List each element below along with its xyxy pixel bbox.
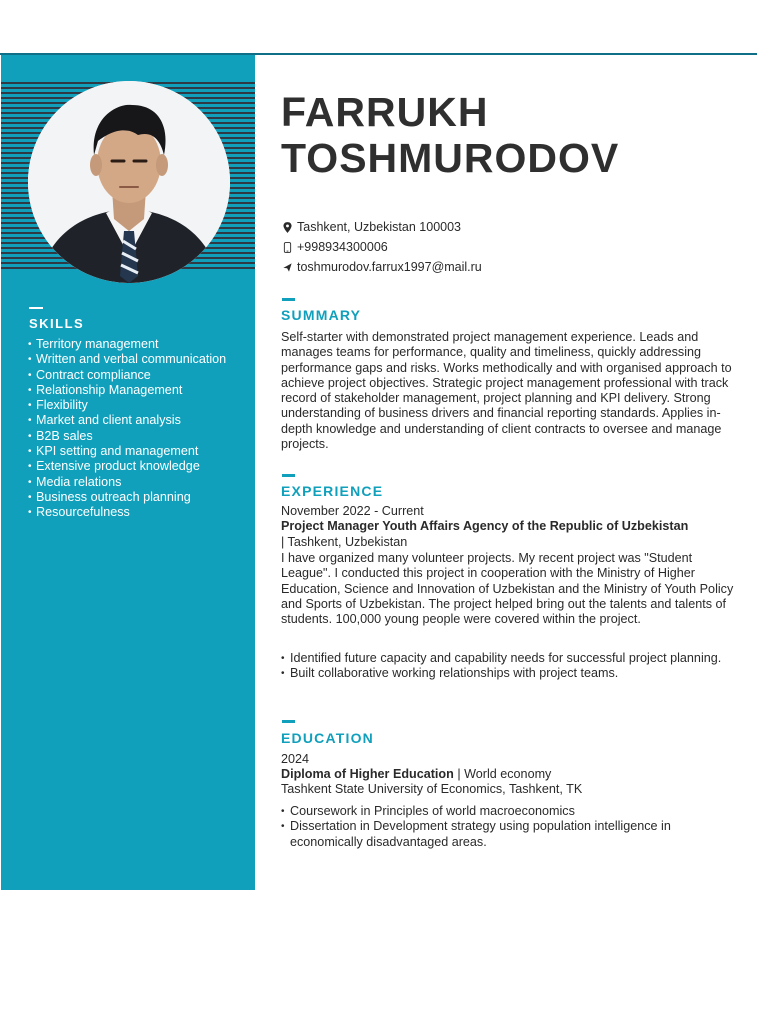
profile-photo: [28, 81, 230, 283]
education-year: 2024: [281, 752, 310, 766]
phone-text: +998934300006: [297, 240, 388, 254]
address-text: Tashkent, Uzbekistan 100003: [297, 220, 461, 234]
experience-title: Project Manager Youth Affairs Agency of the Republic of Uzbekistan: [281, 519, 689, 533]
contact-address: [283, 220, 461, 234]
list-item: • Built collaborative working relationships with project teams.: [281, 666, 741, 681]
first-name: FARRUKH: [281, 89, 489, 135]
experience-dates: November 2022 - Current: [281, 504, 424, 518]
education-bullets: [281, 804, 741, 850]
skill-item: • Market and client analysis: [28, 413, 246, 428]
skill-item: • KPI setting and management: [28, 444, 246, 459]
education-degree: Diploma of Higher Education: [281, 767, 454, 781]
experience-description: I have organized many volunteer projects. My recent project was "Student League". I conducted this project in cooperation with the Ministry of Higher Education, Science and Innovation of Uzbekistan and the Ministry of Youth Policy and Sports of Uzbekistan. The project helped bring out the talents and talents of students. 100,000 young people were covered within the project.: [281, 551, 734, 627]
summary-accent-dash: [282, 298, 295, 301]
skill-item: • Business outreach planning: [28, 490, 246, 505]
education-heading: EDUCATION: [281, 730, 374, 746]
skills-list: [28, 337, 246, 521]
map-pin-icon: [283, 222, 292, 233]
candidate-name: [281, 89, 619, 181]
contact-phone: [283, 240, 388, 254]
summary-text: Self-starter with demonstrated project management experience. Leads and manages teams for performance, quality and timeliness, quickly addressing performance gaps and risks. Works methodically and with organised approach to achieve project objectives. Strategic project management professional with track record of stakeholder management, project planning and KPI delivery. Strong understanding of business drivers and financial reporting standards. Applies in-depth knowledge and understanding of client contracts to oversee and manage projects.: [281, 330, 732, 452]
skills-accent-dash: [29, 307, 43, 309]
education-degree-line: [281, 767, 741, 782]
skill-item: • Relationship Management: [28, 383, 246, 398]
email-link[interactable]: toshmurodov.farrux1997@mail.ru: [297, 260, 482, 274]
skills-heading: SKILLS: [29, 316, 85, 331]
contact-email[interactable]: [283, 260, 482, 274]
education-accent-dash: [282, 720, 295, 723]
send-icon: [283, 262, 292, 273]
skill-item: • Extensive product knowledge: [28, 459, 246, 474]
list-item: • Identified future capacity and capability needs for successful project planning.: [281, 651, 741, 666]
skill-item: • Contract compliance: [28, 368, 246, 383]
skill-item: • Media relations: [28, 475, 246, 490]
phone-icon: [283, 242, 292, 253]
last-name: TOSHMURODOV: [281, 135, 620, 181]
list-item: • Dissertation in Development strategy using population intelligence in economically disadvantaged areas.: [281, 819, 741, 850]
education-school: Tashkent State University of Economics, Tashkent, TK: [281, 782, 583, 796]
summary-heading: SUMMARY: [281, 307, 362, 323]
experience-location: | Tashkent, Uzbekistan: [281, 535, 408, 549]
skill-item: • Territory management: [28, 337, 246, 352]
sidebar: [1, 55, 255, 890]
list-item: • Coursework in Principles of world macroeconomics: [281, 804, 741, 819]
skill-item: • Flexibility: [28, 398, 246, 413]
experience-accent-dash: [282, 474, 295, 477]
experience-bullets: [281, 651, 741, 682]
skill-item: • Written and verbal communication: [28, 352, 246, 367]
education-field: | World economy: [453, 767, 552, 781]
skill-item: • B2B sales: [28, 429, 246, 444]
experience-heading: EXPERIENCE: [281, 483, 384, 499]
skill-item: • Resourcefulness: [28, 505, 246, 520]
